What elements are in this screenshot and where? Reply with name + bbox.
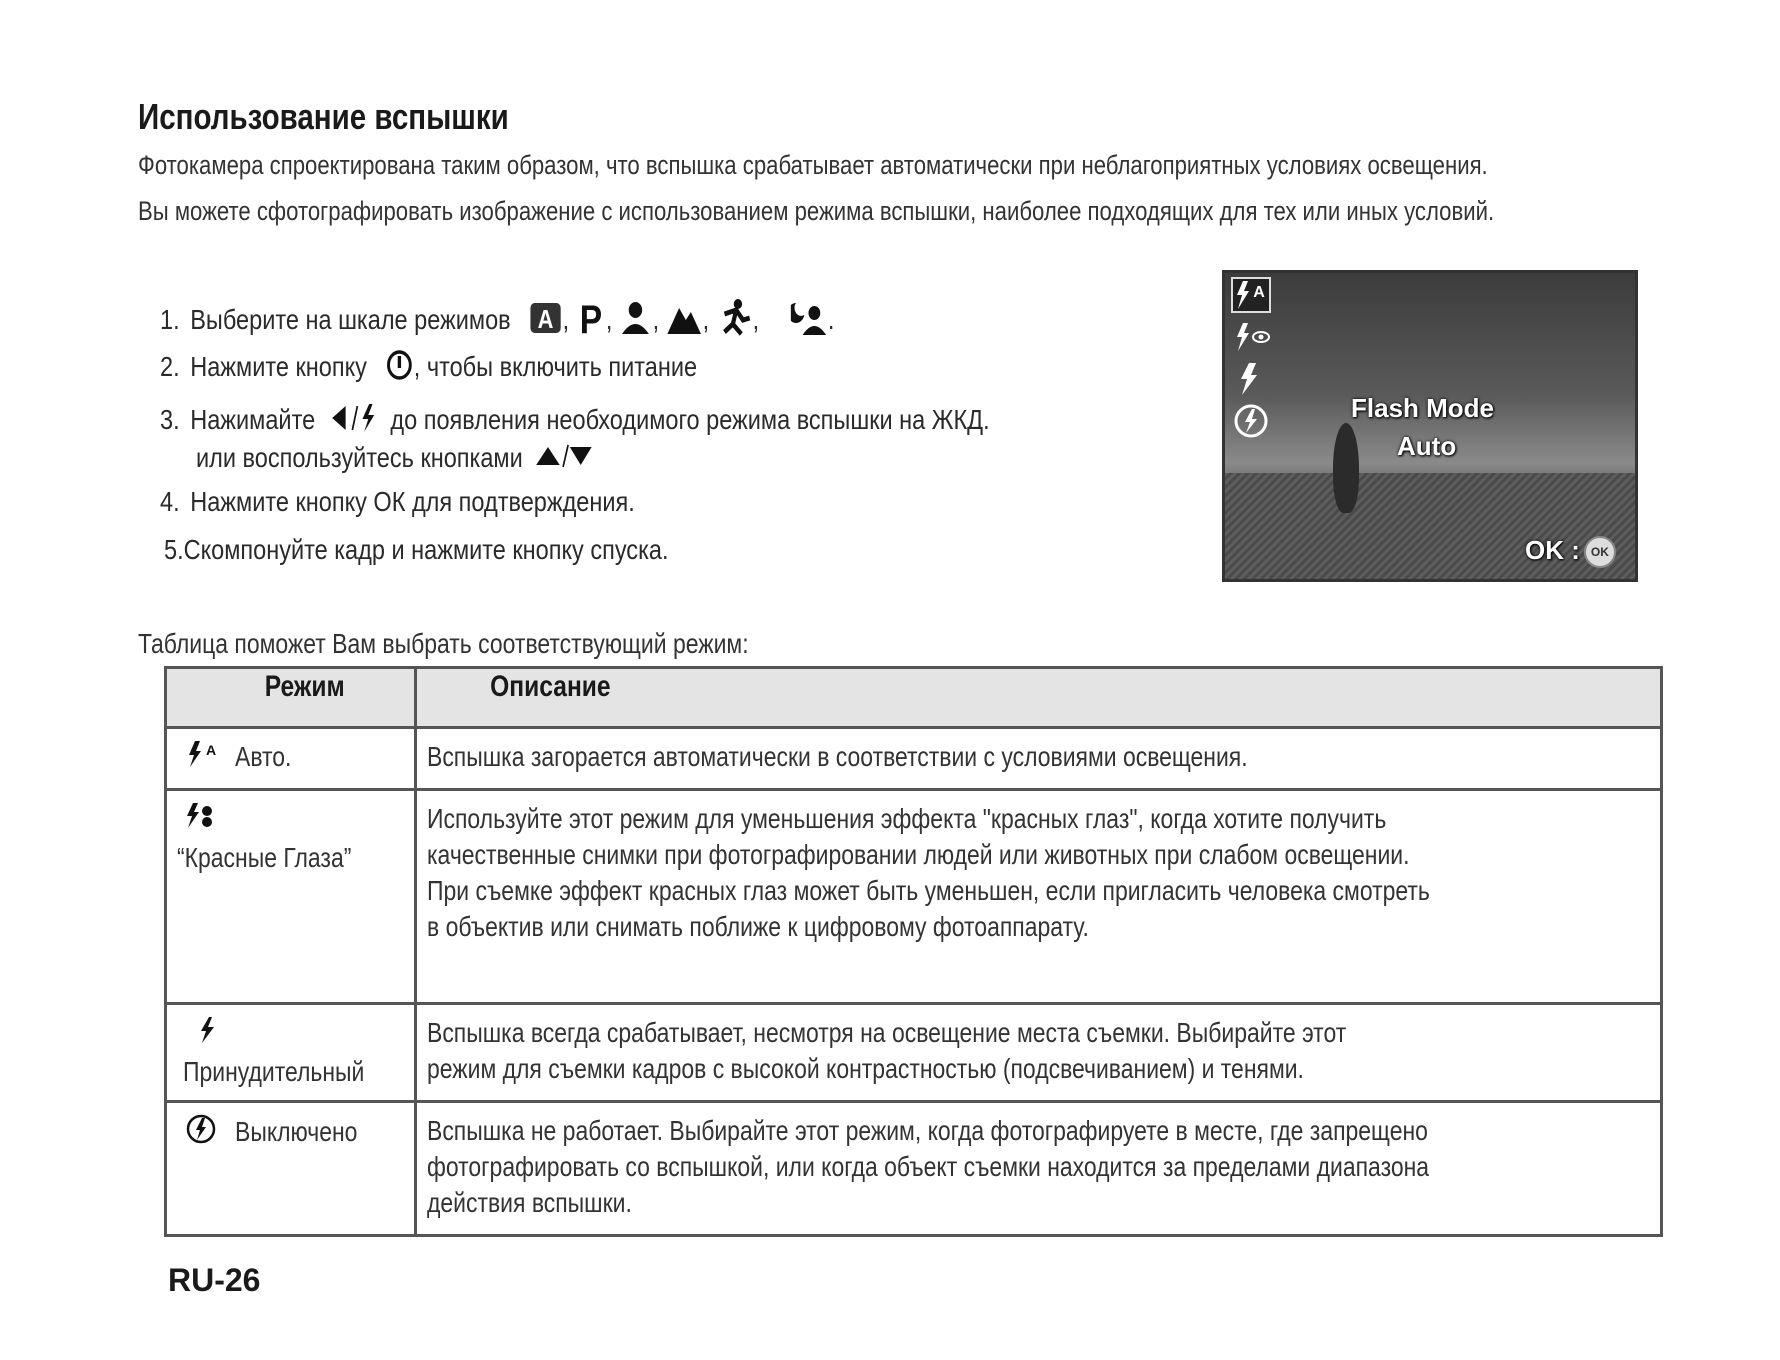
svg-text:P: P — [579, 299, 602, 337]
step-2 — [160, 348, 697, 389]
description-cell — [416, 790, 1662, 1004]
step-text: или воспользуйтесь кнопками — [196, 442, 523, 473]
step-text: , чтобы включить питание — [413, 350, 698, 382]
header-mode-label: Режим — [264, 670, 345, 703]
table-row — [166, 728, 1662, 790]
step-number: 3. — [160, 403, 180, 435]
header-description-label: Описание — [490, 670, 611, 703]
power-button-icon — [385, 348, 414, 389]
step-3 — [160, 402, 990, 441]
description-line: фотографировать со вспышкой, или когда объект съемки находится за пределами диапазона — [427, 1151, 1430, 1183]
landscape-mode-icon — [666, 300, 703, 343]
description-line: Вспышка всегда срабатывает, несмотря на освещение места съемки. Выбирайте этот — [427, 1017, 1347, 1049]
svg-text:A: A — [537, 305, 554, 335]
flash-off-icon — [1231, 403, 1271, 439]
mode-cell — [166, 790, 416, 1004]
mode-cell — [166, 728, 416, 790]
step-number: 1. — [160, 303, 180, 335]
mode-label: Авто. — [234, 741, 292, 772]
step-text: Нажмите кнопку — [190, 350, 367, 382]
step-1: 1. Выберите на шкале режимов A , P , , , , . — [160, 298, 834, 345]
flash-red-eye-icon — [185, 801, 215, 840]
description-line: в объектив или снимать поближе к цифровому фотоаппарату. — [427, 911, 1089, 943]
description-line: действия вспышки. — [427, 1187, 633, 1219]
description-line: Используйте этот режим для уменьшения эффекта "красных глаз", когда хотите получить — [427, 803, 1387, 835]
step-text: до появления необходимого режима вспышки на ЖКД. — [390, 403, 990, 435]
lcd-tree — [1333, 423, 1359, 513]
svg-text:A: A — [205, 742, 217, 759]
lcd-preview — [1222, 270, 1638, 582]
mode-cell — [166, 1004, 416, 1102]
table-row — [166, 1004, 1662, 1102]
step-number: 2. — [160, 350, 180, 382]
flash-off-icon — [185, 1113, 217, 1154]
table-header-row — [166, 668, 1662, 728]
description-cell — [416, 728, 1662, 790]
lcd-ok-label: OK : — [1525, 535, 1580, 565]
flash-mode-table — [164, 666, 1663, 1237]
description-line: Вспышка не работает. Выбирайте этот режим, когда фотографируете в месте, где запрещено — [427, 1115, 1429, 1147]
night-portrait-icon — [791, 299, 828, 344]
description-cell — [416, 1102, 1662, 1236]
description-cell — [416, 1004, 1662, 1102]
header-description — [416, 668, 1662, 728]
header-mode — [166, 668, 416, 728]
mode-cell — [166, 1102, 416, 1236]
step-3-cont — [196, 442, 593, 476]
portrait-mode-icon — [619, 300, 653, 343]
mode-label: Принудительный — [183, 1056, 365, 1088]
page-title: Использование вспышки — [138, 96, 509, 137]
auto-mode-icon — [529, 301, 563, 342]
step-number: 4. — [160, 486, 180, 517]
intro-line-2: Вы можете сфотографировать изображение с использованием режима вспышки, наиболее подходящих для тех или иных условий. — [138, 196, 1495, 226]
description-line: режим для съемки кадров с высокой контрастностью (подсвечиванием) и тенями. — [427, 1053, 1305, 1085]
description-line: качественные снимки при фотографировании людей или животных при слабом освещении. — [427, 839, 1410, 871]
step-text: Выберите на шкале режимов — [190, 303, 511, 335]
step-5 — [164, 534, 668, 566]
lcd-ok-hint — [1525, 535, 1616, 568]
lcd-flash-mode-value: Auto — [1397, 431, 1457, 461]
description-line: При съемке эффект красных глаз может быть уменьшен, если пригласить человека смотреть — [427, 875, 1431, 907]
up-down-button-icon — [534, 443, 593, 476]
mode-label: Выключено — [234, 1116, 358, 1148]
flash-forced-icon — [197, 1015, 217, 1054]
description-line: Вспышка загорается автоматически в соответствии с условиями освещения. — [427, 741, 1248, 772]
left-flash-button-icon — [330, 402, 377, 441]
flash-forced-icon — [1231, 361, 1271, 397]
step-number: 5. — [164, 534, 184, 565]
svg-text:A: A — [1253, 284, 1265, 301]
page-number: RU-26 — [168, 1262, 261, 1298]
table-row — [166, 790, 1662, 1004]
table-caption: Таблица поможет Вам выбрать соответствующий режим: — [138, 628, 749, 659]
ok-button-icon: OK — [1584, 536, 1616, 568]
sport-mode-icon — [716, 298, 753, 345]
lcd-flash-mode-label: Flash Mode — [1351, 393, 1495, 423]
mode-label: “Красные Глаза” — [177, 842, 352, 874]
flash-auto-icon — [1231, 277, 1271, 313]
table-row — [166, 1102, 1662, 1236]
step-text: Нажимайте — [190, 403, 316, 435]
step-text: Скомпонуйте кадр и нажмите кнопку спуска. — [183, 534, 669, 565]
step-4 — [160, 486, 635, 518]
program-mode-icon — [576, 299, 606, 344]
flash-auto-icon — [185, 739, 219, 778]
intro-line-1: Фотокамера спроектирована таким образом, что вспышка срабатывает автоматически при неблагоприятных условиях освещения. — [138, 150, 1488, 180]
flash-red-eye-icon — [1231, 319, 1271, 355]
step-text: Нажмите кнопку ОК для подтверждения. — [190, 486, 635, 517]
